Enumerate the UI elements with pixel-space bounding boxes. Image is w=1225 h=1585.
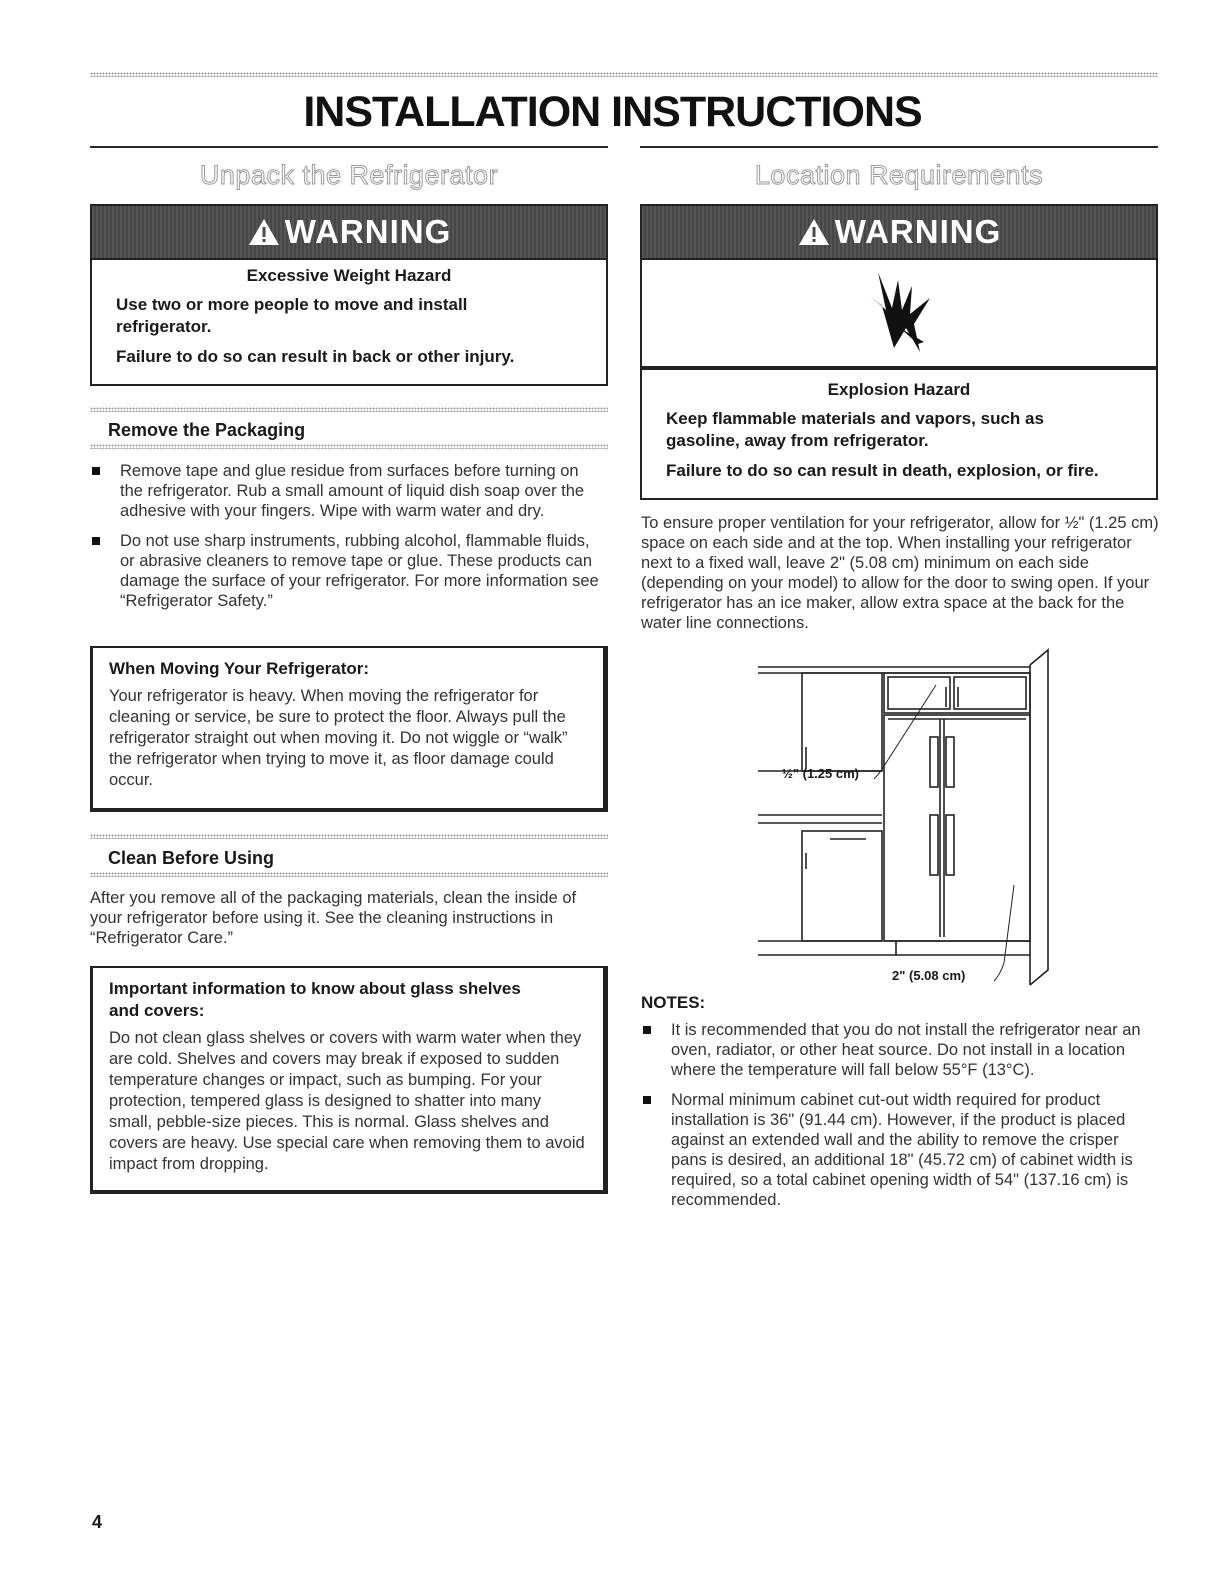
glass-box-heading: Important information to know about glass shelves and covers: [109, 979, 521, 1020]
warning-text: Failure to do so can result in death, explosion, or fire. [666, 461, 1099, 480]
moving-info-box [90, 646, 608, 812]
left-warning-box [90, 256, 608, 386]
explosion-icon-box [640, 256, 1158, 368]
dotted-rule [90, 444, 608, 449]
warning-hazard-title: Excessive Weight Hazard [246, 266, 452, 285]
clearance-diagram [750, 645, 1070, 995]
bullet-icon [92, 537, 100, 545]
two-inch-label: 2" (5.08 cm) [892, 968, 966, 983]
warning-text: Use two or more people to move and install refrigerator. [116, 295, 468, 336]
list-item: Do not use sharp instruments, rubbing alcohol, flammable fluids, or abrasive cleaners to remove tape or glue. These products can damage the surface of your refrigerator. For more information see “Refrigerator Safety.” [90, 531, 600, 611]
right-section-title: Location Requirements [754, 160, 1044, 190]
right-warning-box [640, 368, 1158, 500]
dotted-rule [90, 872, 608, 877]
left-section-title: Unpack the Refrigerator [199, 160, 499, 190]
top-dotted-rule [90, 72, 1158, 77]
list-item: Remove tape and glue residue from surfaces before turning on the refrigerator. Rub a small amount of liquid dish soap over the adhesive with your fingers. Wipe with warm water and dry. [90, 461, 600, 521]
page-number: 4 [92, 1512, 103, 1532]
clean-before-body: After you remove all of the packaging materials, clean the inside of your refrigerator before using it. See the cleaning instructions in “Refrigerator Care.” [90, 889, 577, 947]
list-item: Normal minimum cabinet cut-out width required for product installation is 36" (91.44 cm). However, if the product is placed against an extended wall and the ability to remove the crisper pans is desired, an additional 18" (45.72 cm) of cabinet width is required, so a total cabinet opening width of 54" (137.16 cm) is recommended. [641, 1090, 1157, 1210]
right-title-rule [640, 146, 1158, 148]
moving-box-body: Your refrigerator is heavy. When moving the refrigerator for cleaning or service, be sure to protect the floor. Always pull the refrigerator straight out when moving it. Do not wiggle or “walk” the refrigerator when trying to move it, as floor damage could occur. [109, 687, 568, 789]
list-item: It is recommended that you do not install the refrigerator near an oven, radiator, or other heat source. Do not install in a location where the temperature will fall below 55°F (13°C). [641, 1020, 1157, 1080]
remove-packaging-list [90, 461, 600, 621]
notes-heading: NOTES: [641, 993, 706, 1012]
bullet-icon [643, 1096, 651, 1104]
glass-info-box [90, 966, 608, 1194]
warning-text: Failure to do so can result in back or other injury. [116, 347, 515, 366]
half-inch-label: ½" (1.25 cm) [782, 766, 859, 781]
dotted-rule [90, 834, 608, 839]
ventilation-text: To ensure proper ventilation for your refrigerator, allow for ½" (1.25 cm) space on each side and at the top. When installing your refrigerator next to a fixed wall, leave 2" (5.08 cm) minimum on each side (depending on your model) to allow for the door to swing open. If your refrigerator has an ice maker, allow extra space at the back for the water line connections. [641, 514, 1159, 632]
remove-packaging-heading: Remove the Packaging [108, 420, 306, 440]
notes-list [641, 1020, 1157, 1220]
dotted-rule [90, 407, 608, 412]
moving-box-heading: When Moving Your Refrigerator: [109, 659, 370, 678]
bullet-icon [643, 1026, 651, 1034]
clean-before-heading: Clean Before Using [108, 848, 275, 868]
glass-box-body: Do not clean glass shelves or covers with warm water when they are cold. Shelves and covers may break if exposed to sudden temperature changes or impact, such as bumping. For your protection, tempered glass is designed to shatter into many small, pebble-size pieces. This is normal. Glass shelves and covers are heavy. Use special care when removing them to avoid impact from dropping. [109, 1029, 585, 1173]
warning-label: WARNING [834, 213, 1002, 250]
warning-text: Keep flammable materials and vapors, such as gasoline, away from refrigerator. [666, 409, 1044, 450]
right-warning-header [640, 204, 1158, 260]
warning-triangle-icon [247, 217, 281, 247]
warning-triangle-icon [797, 217, 831, 247]
page-title: INSTALLATION INSTRUCTIONS [303, 88, 922, 136]
left-title-rule [90, 146, 608, 148]
left-warning-header [90, 204, 608, 260]
warning-hazard-title: Explosion Hazard [827, 380, 971, 399]
bullet-icon [92, 467, 100, 475]
warning-label: WARNING [284, 213, 452, 250]
explosion-icon [860, 266, 940, 354]
